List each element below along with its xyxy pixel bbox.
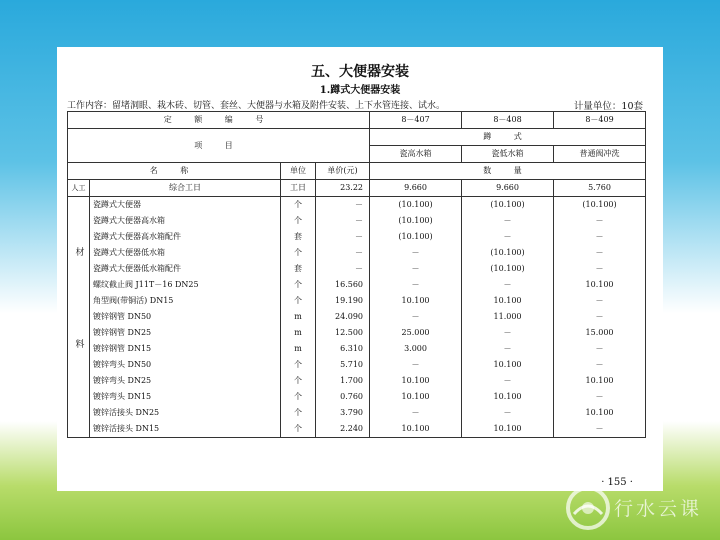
material-price: － [316,261,370,277]
material-value: 10.100 [462,357,554,373]
material-value: 3.000 [370,341,462,357]
material-price: 24.090 [316,309,370,325]
material-value: － [554,341,646,357]
material-price: － [316,197,370,214]
material-unit: 套 [281,229,316,245]
material-value: 10.100 [462,421,554,438]
material-unit: m [281,325,316,341]
material-rows [68,197,646,438]
item-label: 项 目 [68,129,370,163]
material-row [68,229,646,245]
material-row [68,197,646,214]
material-value: 11.000 [462,309,554,325]
material-name: 角型阀(带铜活) DN15 [90,293,281,309]
labor-value: 9.660 [462,180,554,197]
material-name: 瓷蹲式大便器 [90,197,281,214]
material-unit: 个 [281,357,316,373]
material-value: － [554,357,646,373]
work-content: 工作内容：留堵洞眼、栽木砖、切管、套丝、大便器与水箱及附件安装、上下水管连接、试水。 [67,101,446,111]
section-title: 1.蹲式大便器安装 [319,85,401,96]
material-row [68,405,646,421]
material-value: － [370,405,462,421]
material-row [68,309,646,325]
material-value: － [462,213,554,229]
material-name: 镀锌钢管 DN25 [90,325,281,341]
material-value: 10.100 [370,421,462,438]
material-name: 镀锌活接头 DN15 [90,421,281,438]
material-unit: 个 [281,389,316,405]
material-unit: m [281,341,316,357]
material-value: － [462,341,554,357]
material-row [68,325,646,341]
material-price: 6.310 [316,341,370,357]
material-row [68,357,646,373]
material-value: 10.100 [554,373,646,389]
material-value: 10.100 [370,373,462,389]
material-price: 1.700 [316,373,370,389]
watermark [564,484,714,532]
material-price: 12.500 [316,325,370,341]
material-unit: 个 [281,277,316,293]
page-number: · 155 · [601,477,633,488]
material-value: － [462,373,554,389]
quota-code: 8－408 [462,112,554,129]
material-price: 19.190 [316,293,370,309]
unit-note: 计量单位：10套 [573,101,643,112]
material-value: － [462,405,554,421]
material-value: 10.100 [370,293,462,309]
material-value: 25.000 [370,325,462,341]
material-category-label: 材 料 [68,197,90,438]
material-row [68,373,646,389]
material-value: － [554,309,646,325]
column-header-row [68,163,646,180]
material-price: － [316,229,370,245]
material-value: 10.100 [554,405,646,421]
watermark-logo-icon [564,484,612,532]
name-column-header: 名 称 [68,163,281,180]
material-price: 2.240 [316,421,370,438]
material-value: － [462,325,554,341]
material-value: (10.100) [370,197,462,214]
material-value: (10.100) [370,213,462,229]
material-name: 镀锌弯头 DN15 [90,389,281,405]
material-name: 镀锌弯头 DN50 [90,357,281,373]
material-unit: m [281,309,316,325]
material-name: 螺纹截止阀 J11T－16 DN25 [90,277,281,293]
material-name: 瓷蹲式大便器高水箱 [90,213,281,229]
material-row [68,213,646,229]
type-name: 瓷低水箱 [462,146,554,163]
material-value: － [554,245,646,261]
material-value: (10.100) [554,197,646,214]
material-value: 10.100 [462,389,554,405]
type-name: 普通阀冲洗 [554,146,646,163]
document-page [57,47,663,491]
quota-code: 8－407 [370,112,462,129]
labor-row [68,180,646,197]
material-value: (10.100) [462,245,554,261]
quota-code: 8－409 [554,112,646,129]
material-name: 瓷蹲式大便器高水箱配件 [90,229,281,245]
material-row [68,261,646,277]
material-value: (10.100) [370,229,462,245]
material-value: － [462,229,554,245]
material-unit: 个 [281,405,316,421]
material-value: 15.000 [554,325,646,341]
labor-category: 人工 [68,180,90,197]
chapter-title: 五、大便器安装 [311,64,409,80]
quota-number-label: 定 额 编 号 [68,112,370,129]
watermark-text: 行水云课 [614,498,703,520]
material-value: － [370,277,462,293]
material-unit: 个 [281,373,316,389]
material-value: － [370,357,462,373]
material-name: 镀锌活接头 DN25 [90,405,281,421]
material-value: 10.100 [462,293,554,309]
material-unit: 个 [281,197,316,214]
material-row [68,389,646,405]
material-value: 10.100 [370,389,462,405]
material-price: － [316,245,370,261]
material-unit: 套 [281,261,316,277]
unit-column-header: 单位 [281,163,316,180]
material-unit: 个 [281,293,316,309]
material-name: 镀锌钢管 DN50 [90,309,281,325]
material-name: 镀锌钢管 DN15 [90,341,281,357]
material-value: － [554,229,646,245]
material-value: － [554,389,646,405]
material-value: － [554,213,646,229]
material-value: － [462,277,554,293]
type-name: 瓷高水箱 [370,146,462,163]
material-value: － [370,309,462,325]
material-row [68,245,646,261]
material-price: － [316,213,370,229]
type-label: 蹲 式 [370,129,646,146]
labor-price: 23.22 [316,180,370,197]
material-price: 3.790 [316,405,370,421]
material-value: － [554,421,646,438]
quota-table [67,111,646,438]
material-row [68,341,646,357]
material-unit: 个 [281,213,316,229]
material-unit: 个 [281,245,316,261]
material-value: (10.100) [462,197,554,214]
material-row [68,277,646,293]
material-value: － [554,293,646,309]
labor-name: 综合工日 [90,180,281,197]
material-name: 瓷蹲式大便器低水箱 [90,245,281,261]
material-name: 镀锌弯头 DN25 [90,373,281,389]
material-value: 10.100 [554,277,646,293]
item-row-top [68,129,646,146]
quota-number-row [68,112,646,129]
material-unit: 个 [281,421,316,438]
quantity-column-header: 数 量 [370,163,646,180]
material-price: 16.560 [316,277,370,293]
material-name: 瓷蹲式大便器低水箱配件 [90,261,281,277]
labor-value: 9.660 [370,180,462,197]
material-price: 5.710 [316,357,370,373]
material-value: － [554,261,646,277]
labor-value: 5.760 [554,180,646,197]
material-value: － [370,261,462,277]
material-row [68,421,646,438]
labor-unit: 工日 [281,180,316,197]
price-column-header: 单价(元) [316,163,370,180]
material-value: (10.100) [462,261,554,277]
material-price: 0.760 [316,389,370,405]
material-row [68,293,646,309]
material-value: － [370,245,462,261]
